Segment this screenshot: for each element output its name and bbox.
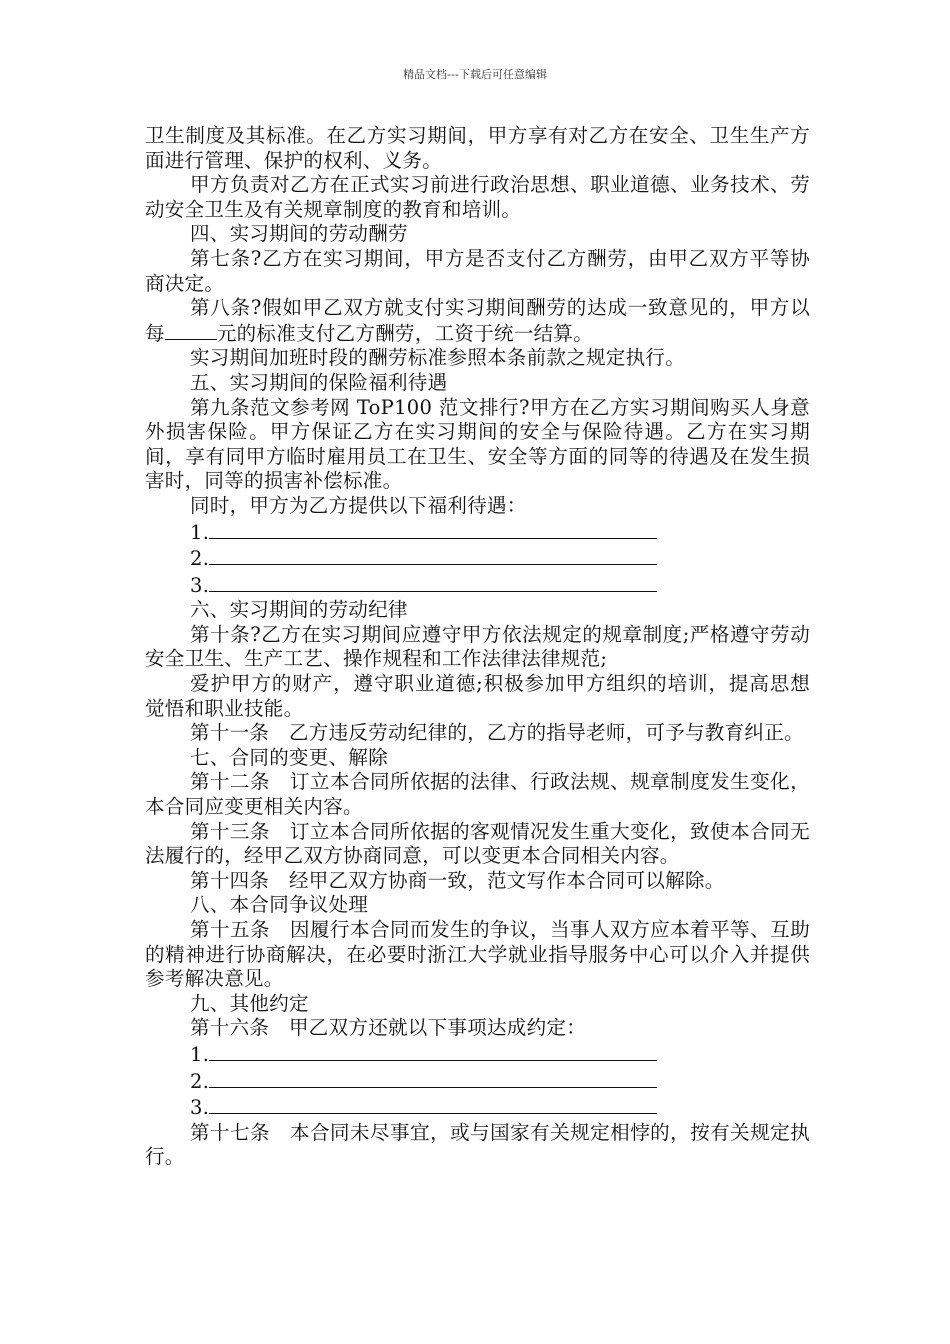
article-15: 第十五条 因履行本合同而发生的争议，当事人双方应本着平等、互助的精神进行协商解决，在必要时浙江大学就业指导服务中心可以介入并提供参考解决意见。 [145,918,810,991]
page-header: 精品文档---下载后可任意编辑 [403,68,547,81]
fill-line-number: 2. [190,547,210,571]
fill-line-number: 3. [190,1096,210,1120]
article-8 [145,296,810,346]
fill-underline [209,572,657,592]
fill-underline [209,1094,657,1114]
article-16: 第十六条 甲乙双方还就以下事项达成约定： [190,1016,587,1040]
section-heading: 四、实习期间的劳动酬劳 [190,222,408,246]
article-17: 第十七条 本合同未尽事宜，或与国家有关规定相悖的，按有关规定执行。 [145,1120,810,1169]
section-heading: 七、合同的变更、解除 [190,745,389,769]
paragraph: 实习期间加班时段的酬劳标准参照本条前款之规定执行。 [190,346,686,370]
paragraph: 甲方负责对乙方在正式实习前进行政治思想、职业道德、业务技术、劳动安全卫生及有关规章制度的教育和培训。 [145,173,810,221]
fill-line[interactable] [145,545,810,572]
fill-line-number: 3. [190,573,210,597]
section-heading: 八、本合同争议处理 [190,893,369,917]
article-11: 第十一条 乙方违反劳动纪律的，乙方的指导老师，可予与教育纠正。 [190,721,804,745]
article-10: 第十条?乙方在实习期间应遵守甲方依法规定的规章制度;严格遵守劳动安全卫生、生产工艺、操作规程和工作法律法律规范; [145,622,810,671]
fill-underline [209,545,657,565]
article-7: 第七条?乙方在实习期间，甲方是否支付乙方酬劳，由甲乙双方平等协商决定。 [145,246,810,295]
fill-underline [209,1041,657,1061]
fill-line-number: 1. [190,1042,210,1066]
article-8-text-b: 元的标准支付乙方酬劳，工资于统一结算。 [216,321,594,345]
fill-line[interactable] [145,572,810,599]
fill-line[interactable] [145,1094,810,1121]
section-heading: 五、实习期间的保险福利待遇 [190,370,448,394]
paragraph: 卫生制度及其标准。在乙方实习期间，甲方享有对乙方在安全、卫生生产方面进行管理、保护的权利、义务。 [145,124,810,172]
fill-line-number: 2. [190,1069,210,1093]
fill-line-number: 1. [190,520,210,544]
article-9: 第九条范文参考网 ToP100 范文排行?甲方在乙方实习期间购买人身意外损害保险。甲方保证乙方在实习期间的安全与保险待遇。乙方在实习期间，享有同甲方临时雇用员工在卫生、安全等方面的同等的待遇及在发生损害时，同等的损害补偿标准。 [145,395,810,493]
article-13: 第十三条 订立本合同所依据的客观情况发生重大变化，致使本合同无法履行的，经甲乙双方协商同意，可以变更本合同相关内容。 [145,819,810,868]
paragraph: 同时，甲方为乙方提供以下福利待遇： [190,493,527,517]
paragraph: 爱护甲方的财产，遵守职业道德;积极参加甲方组织的培训，提高思想觉悟和职业技能。 [145,672,810,720]
fill-line[interactable] [145,1041,810,1068]
section-heading: 九、其他约定 [190,991,309,1015]
amount-blank[interactable] [165,321,217,340]
fill-underline [209,519,657,539]
fill-line[interactable] [145,1068,810,1095]
article-14: 第十四条 经甲乙双方协商一致，范文写作本合同可以解除。 [190,868,725,892]
fill-underline [209,1068,657,1088]
article-12: 第十二条 订立本合同所依据的法律、行政法规、规章制度发生变化，本合同应变更相关内容。 [145,770,810,819]
article-8-text-a: 第八条?假如甲乙双方就支付实习期间酬劳的达成一致意见的，甲方以每 [145,296,810,345]
document-body [145,124,810,1170]
section-heading: 六、实习期间的劳动纪律 [190,598,408,622]
fill-line[interactable] [145,519,810,546]
